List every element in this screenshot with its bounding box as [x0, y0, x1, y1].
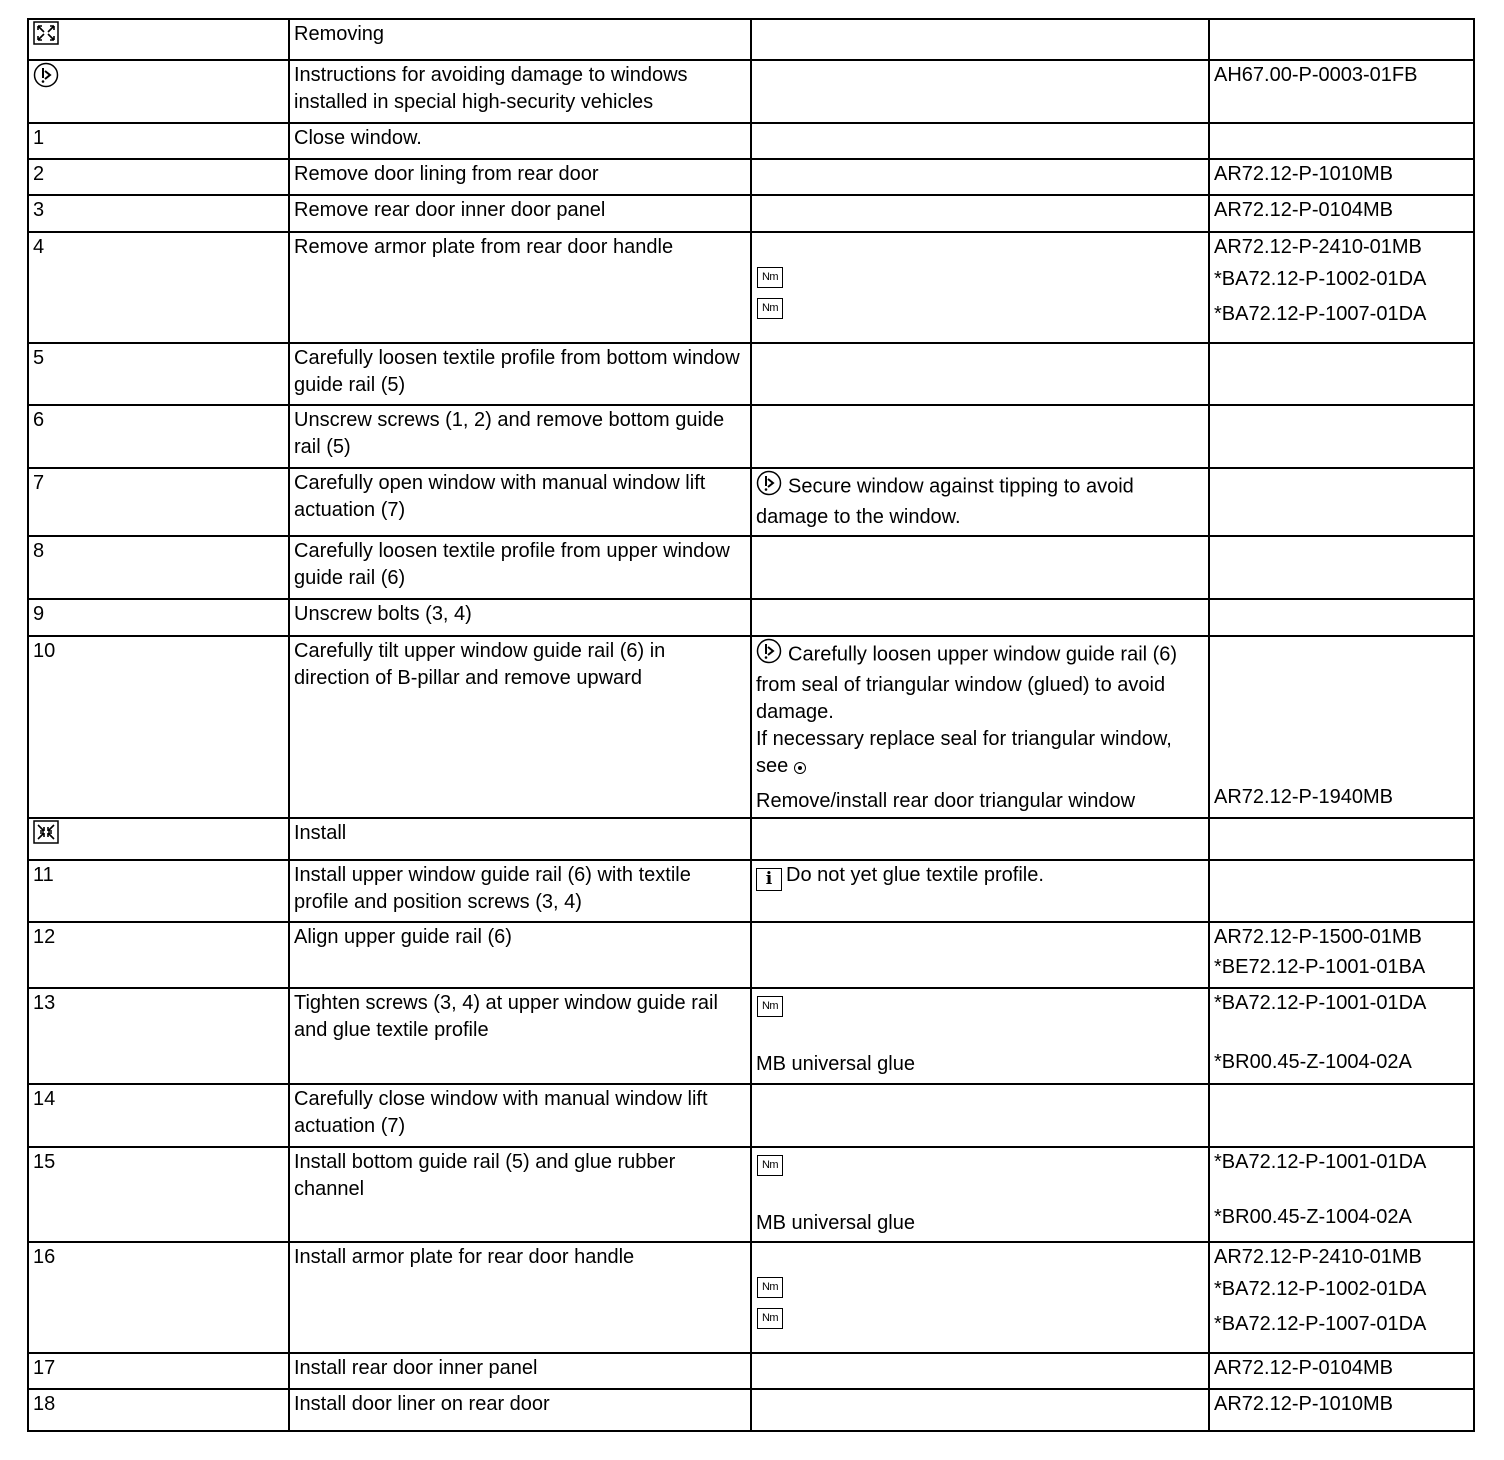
- reference-link[interactable]: AR72.12-P-2410-01MB: [1214, 236, 1422, 258]
- step-action: Unscrew screws (1, 2) and remove bottom guide rail (5): [289, 405, 751, 468]
- torque-nm-icon[interactable]: Nm: [757, 1155, 783, 1176]
- table-row: [28, 123, 1474, 159]
- notes-cell: [751, 636, 1209, 818]
- step-number: 9: [28, 599, 289, 636]
- step-number: 18: [28, 1389, 289, 1431]
- notes-cell: [751, 1389, 1209, 1431]
- table-row: [28, 536, 1474, 599]
- notes-cell: [751, 123, 1209, 159]
- step-number: 6: [28, 405, 289, 468]
- spacer: [756, 1244, 1204, 1271]
- refs-cell: [1209, 1353, 1474, 1389]
- notes-cell: [751, 343, 1209, 405]
- step-action: Carefully loosen textile profile from bottom window guide rail (5): [289, 343, 751, 405]
- action-cell: [289, 19, 751, 60]
- table-row: [28, 60, 1474, 123]
- notes-cell: [751, 1242, 1209, 1353]
- refs-cell: [1209, 860, 1474, 922]
- notes-cell: [751, 19, 1209, 60]
- table-row: [28, 599, 1474, 636]
- torque-nm-icon[interactable]: Nm: [757, 1308, 783, 1329]
- step-action: Align upper guide rail (6): [289, 922, 751, 988]
- notes-cell: [751, 988, 1209, 1084]
- torque-nm-icon[interactable]: Nm: [757, 298, 783, 319]
- step-action: Install upper window guide rail (6) with textile profile and position screws (3, 4): [289, 860, 751, 922]
- step-cell: [28, 60, 289, 123]
- notes-cell: [751, 405, 1209, 468]
- notes-cell: [751, 922, 1209, 988]
- table-row: [28, 159, 1474, 195]
- refs-cell: [1209, 636, 1474, 818]
- refs-cell: [1209, 1242, 1474, 1353]
- table-row: [28, 1242, 1474, 1353]
- install-symbol-icon: [33, 820, 59, 852]
- action-cell: [289, 818, 751, 860]
- step-action: Remove armor plate from rear door handle: [289, 232, 751, 343]
- refs-cell: [1209, 468, 1474, 536]
- step-action: Carefully close window with manual window lift actuation (7): [289, 1084, 751, 1147]
- table-row: [28, 1147, 1474, 1242]
- refs-cell: [1209, 195, 1474, 232]
- refs-cell: [1209, 159, 1474, 195]
- reference-icon[interactable]: [794, 762, 806, 774]
- refs-cell: [1209, 1084, 1474, 1147]
- refs-cell: [1209, 922, 1474, 988]
- table-row: [28, 818, 1474, 860]
- reference-link[interactable]: *BA72.12-P-1007-01DA: [1214, 303, 1427, 325]
- note-text: Do not yet glue textile profile.: [786, 864, 1044, 886]
- step-action: Install armor plate for rear door handle: [289, 1242, 751, 1353]
- table-row: [28, 343, 1474, 405]
- caution-icon: [33, 62, 59, 96]
- step-number: 8: [28, 536, 289, 599]
- table-row: [28, 1084, 1474, 1147]
- reference-link[interactable]: AR72.12-P-1500-01MB: [1214, 926, 1422, 948]
- step-number: 4: [28, 232, 289, 343]
- notes-cell: [751, 1084, 1209, 1147]
- step-action: Carefully tilt upper window guide rail (6) in direction of B-pillar and remove upward: [289, 636, 751, 818]
- step-number: 11: [28, 860, 289, 922]
- reference-link[interactable]: AR72.12-P-1940MB: [1214, 786, 1393, 808]
- section-title-install: Install: [294, 822, 347, 844]
- step-number: 3: [28, 195, 289, 232]
- step-cell: [28, 19, 289, 60]
- reference-link[interactable]: *BA72.12-P-1001-01DA: [1214, 1151, 1427, 1173]
- action-cell: [289, 60, 751, 123]
- note-text: Remove/install rear door triangular window: [756, 790, 1136, 812]
- step-number: 1: [28, 123, 289, 159]
- torque-nm-icon[interactable]: Nm: [757, 996, 783, 1017]
- step-action: Close window.: [289, 123, 751, 159]
- refs-cell: [1209, 405, 1474, 468]
- table-row: [28, 636, 1474, 818]
- table-row: [28, 922, 1474, 988]
- refs-cell: [1209, 536, 1474, 599]
- step-action: Instructions for avoiding damage to windows installed in special high-security vehicles: [294, 64, 688, 113]
- info-icon: i: [756, 868, 782, 891]
- step-number: 2: [28, 159, 289, 195]
- notes-cell: [751, 60, 1209, 123]
- step-number: 5: [28, 343, 289, 405]
- step-action: Tighten screws (3, 4) at upper window guide rail and glue textile profile: [289, 988, 751, 1084]
- table-row: [28, 1389, 1474, 1431]
- table-row: [28, 988, 1474, 1084]
- notes-cell: [751, 468, 1209, 536]
- reference-link[interactable]: *BR00.45-Z-1004-02A: [1214, 1206, 1412, 1228]
- procedure-table: [27, 18, 1475, 1432]
- table-row: [28, 19, 1474, 60]
- step-action: Remove door lining from rear door: [289, 159, 751, 195]
- reference-link[interactable]: *BR00.45-Z-1004-02A: [1214, 1051, 1412, 1073]
- step-action: Unscrew bolts (3, 4): [289, 599, 751, 636]
- reference-link[interactable]: *BE72.12-P-1001-01BA: [1214, 956, 1426, 978]
- remove-symbol-icon: [33, 21, 59, 53]
- step-number: 15: [28, 1147, 289, 1242]
- table-row: [28, 1353, 1474, 1389]
- notes-cell: [751, 1147, 1209, 1242]
- table-row: [28, 405, 1474, 468]
- refs-cell: [1209, 232, 1474, 343]
- notes-cell: [751, 195, 1209, 232]
- caution-icon: [756, 638, 782, 672]
- step-number: 7: [28, 468, 289, 536]
- spacer: [756, 234, 1204, 261]
- torque-nm-icon[interactable]: Nm: [757, 267, 783, 288]
- refs-cell: [1209, 123, 1474, 159]
- reference-link[interactable]: AR72.12-P-0104MB: [1214, 1357, 1393, 1379]
- reference-link[interactable]: AH67.00-P-0003-01FB: [1214, 64, 1418, 86]
- refs-cell: [1209, 343, 1474, 405]
- caution-icon: [756, 470, 782, 504]
- glue-text: MB universal glue: [756, 1212, 915, 1234]
- notes-cell: [751, 536, 1209, 599]
- reference-link[interactable]: AR72.12-P-2410-01MB: [1214, 1246, 1422, 1268]
- notes-cell: [751, 232, 1209, 343]
- note-text: Carefully loosen upper window guide rail (6) from seal of triangular window (glued) to avoid damage.: [756, 643, 1178, 723]
- step-action: Remove rear door inner door panel: [289, 195, 751, 232]
- step-number: 12: [28, 922, 289, 988]
- step-action: Carefully open window with manual window lift actuation (7): [289, 468, 751, 536]
- glue-text: MB universal glue: [756, 1053, 915, 1075]
- refs-cell: [1209, 1147, 1474, 1242]
- reference-link[interactable]: AR72.12-P-1010MB: [1214, 1393, 1393, 1415]
- reference-link[interactable]: *BA72.12-P-1002-01DA: [1214, 1278, 1427, 1300]
- table-row: [28, 860, 1474, 922]
- reference-link[interactable]: AR72.12-P-0104MB: [1214, 199, 1393, 221]
- step-action: Install door liner on rear door: [289, 1389, 751, 1431]
- refs-cell: [1209, 19, 1474, 60]
- notes-cell: [751, 599, 1209, 636]
- table-row: [28, 195, 1474, 232]
- section-title-removing: Removing: [294, 23, 385, 45]
- reference-link[interactable]: *BA72.12-P-1002-01DA: [1214, 268, 1427, 290]
- step-number: 16: [28, 1242, 289, 1353]
- notes-cell: [751, 818, 1209, 860]
- notes-cell: [751, 860, 1209, 922]
- step-action: Install bottom guide rail (5) and glue rubber channel: [289, 1147, 751, 1242]
- step-cell: [28, 818, 289, 860]
- notes-cell: [751, 159, 1209, 195]
- refs-cell: [1209, 818, 1474, 860]
- table-row: [28, 468, 1474, 536]
- torque-nm-icon[interactable]: Nm: [757, 1277, 783, 1298]
- step-number: 13: [28, 988, 289, 1084]
- note-text: Secure window against tipping to avoid damage to the window.: [756, 475, 1134, 528]
- reference-link[interactable]: AR72.12-P-1010MB: [1214, 163, 1393, 185]
- table-row: [28, 232, 1474, 343]
- step-action: Carefully loosen textile profile from upper window guide rail (6): [289, 536, 751, 599]
- step-number: 10: [28, 636, 289, 818]
- reference-link[interactable]: *BA72.12-P-1001-01DA: [1214, 992, 1427, 1014]
- refs-cell: [1209, 988, 1474, 1084]
- step-number: 14: [28, 1084, 289, 1147]
- note-text: If necessary replace seal for triangular window, see: [756, 728, 1172, 777]
- refs-cell: [1209, 60, 1474, 123]
- reference-link[interactable]: *BA72.12-P-1007-01DA: [1214, 1313, 1427, 1335]
- refs-cell: [1209, 599, 1474, 636]
- notes-cell: [751, 1353, 1209, 1389]
- step-action: Install rear door inner panel: [289, 1353, 751, 1389]
- refs-cell: [1209, 1389, 1474, 1431]
- step-number: 17: [28, 1353, 289, 1389]
